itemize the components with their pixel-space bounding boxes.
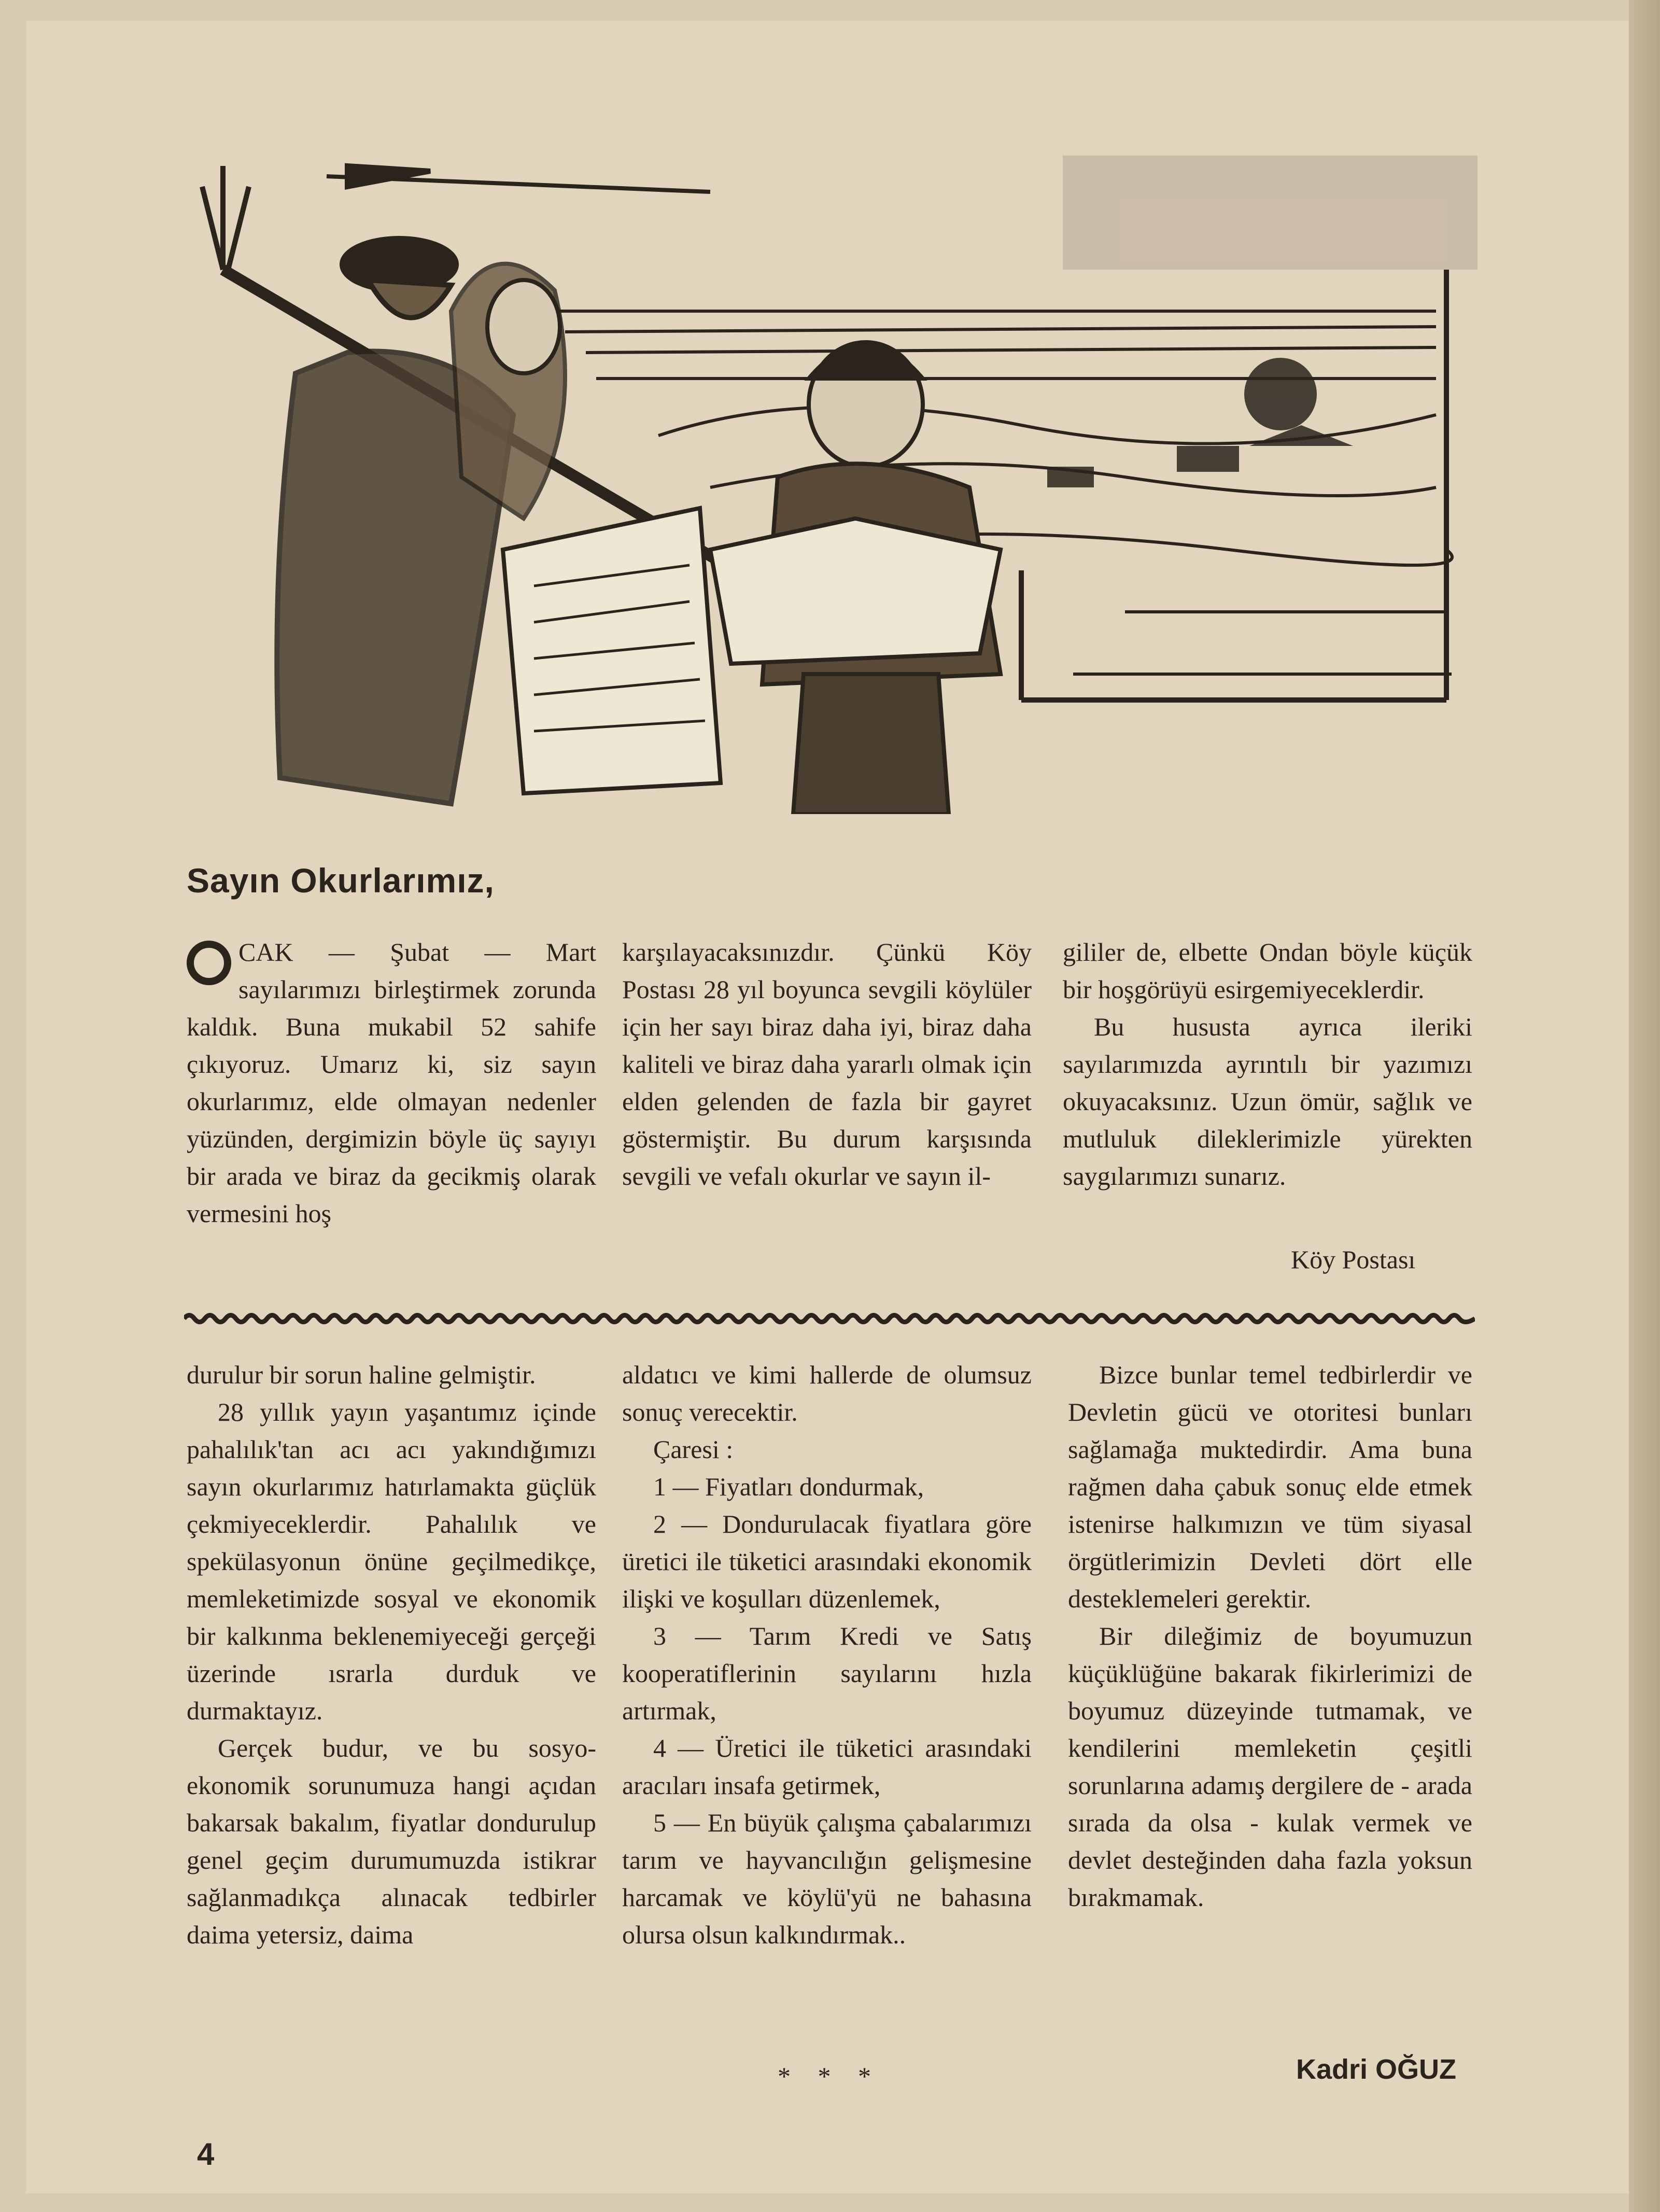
bottom-column-1 xyxy=(187,1356,596,1953)
section-stars: * * * xyxy=(778,2062,881,2091)
bottom-column-1-paragraph-2: 28 yıllık yayın yaşantımız içinde pahalılık'tan acı acı yakındığımızı sayın okurlarımız hatırlamakta güçlük çekmiyeceklerdir. Pahalılık ve spekülasyonun önüne geçilmedikçe, memleketimizde sosyal ve ekonomik bir kalkınma beklenemiyeceği gerçeği üzerinde ısrarla durduk ve durmaktayız. xyxy=(187,1397,596,1725)
remedy-item-4: 4 — Üretici ile tüketici arasındaki aracıları insafa getirmek, xyxy=(622,1733,1032,1800)
top-column-1-paragraph: CAK — Şubat — Mart sayılarımızı birleştirmek zorunda kaldık. Buna mukabil 52 sahife çıkıyoruz. Umarız ki, siz sayın okurlarımız, elde olmayan nedenler yüzünden, dergimizin böyle üç sayıyı bir arada ve biraz da gecikmiş olarak vermesini hoş xyxy=(187,937,596,1228)
top-column-2-paragraph: karşılayacaksınızdır. Çünkü Köy Postası 28 yıl boyunca sevgili köylüler için her sayı biraz daha iyi, biraz daha kaliteli ve biraz daha yararlı olmak için elden gelenden de fazla bir gayret göstermiştir. Bu durum karşısında sevgili ve vefalı okurlar ve sayın il- xyxy=(622,937,1032,1191)
page-edge-shadow xyxy=(1629,0,1660,2212)
bottom-column-3-paragraph-1: Bizce bunlar temel tedbirlerdir ve Devletin gücü ve otoritesi bunları sağlamağa muktedirdir. Ama buna rağmen daha çabuk sonuç elde etmek istenirse halkımızın ve tüm siyasal örgütlerimizin Devleti dört elle desteklemeleri gerektir. xyxy=(1068,1360,1472,1613)
bottom-column-2-paragraph-1: aldatıcı ve kimi hallerde de olumsuz sonuç verecektir. xyxy=(622,1360,1032,1426)
page-heading: Sayın Okurlarımız, xyxy=(187,861,495,900)
top-column-3-paragraph-1: gililer de, elbette Ondan böyle küçük bir hoşgörüyü esirgemiyeceklerdir. xyxy=(1063,937,1472,1004)
dropcap-o-icon xyxy=(187,941,231,985)
bottom-column-3-paragraph-2: Bir dileğimiz de boyumuzun küçüklüğüne bakarak fikirlerimizi de boyumuz düzeyinde tutmamak, ve kendilerini memleketin çeşitli sorunlarına adamış dergilere de - arada sırada da olsa - kulak vermek ve devlet desteğinden daha fazla yoksun bırakmamak. xyxy=(1068,1621,1472,1912)
top-column-1 xyxy=(187,933,596,1232)
bottom-column-1-paragraph-1: durulur bir sorun haline gelmiştir. xyxy=(187,1360,536,1389)
top-column-3 xyxy=(1063,933,1472,1195)
koy-postasi-signature: Köy Postası xyxy=(1291,1245,1416,1274)
bottom-column-1-paragraph-3: Gerçek budur, ve bu sosyo-ekonomik sorunumuza hangi açıdan bakarsak bakalım, fiyatlar dondurulup genel geçim durumumuzda istikrar sağlanmadıkça alınacak tedbirler daima yetersiz, daima xyxy=(187,1733,596,1949)
remedy-item-1: 1 — Fiyatları dondurmak, xyxy=(653,1472,924,1501)
page-number: 4 xyxy=(197,2137,215,2172)
remedy-item-5: 5 — En büyük çalışma çabalarımızı tarım ve hayvancılığın gelişmesine harcamak ve köylü'yü ne bahasına olursa olsun kalkındırmak.. xyxy=(622,1808,1032,1949)
remedy-item-2: 2 — Dondurulacak fiyatlara göre üretici ile tüketici arasındaki ekonomik ilişki ve koşulları düzenlemek, xyxy=(622,1509,1032,1613)
remedy-heading: Çaresi : xyxy=(653,1435,734,1464)
author-name: Kadri OĞUZ xyxy=(1296,2054,1457,2085)
bottom-column-2 xyxy=(622,1356,1032,1953)
top-column-3-paragraph-2: Bu hususta ayrıca ileriki sayılarımızda ayrıntılı bir yazımızı okuyacaksınız. Uzun ömür, sağlık ve mutluluk dileklerimizle yürekten saygılarımızı sunarız. xyxy=(1063,1012,1472,1191)
top-column-2 xyxy=(622,933,1032,1195)
remedy-item-3: 3 — Tarım Kredi ve Satış kooperatiflerinin sayılarını hızla artırmak, xyxy=(622,1621,1032,1725)
wavy-divider xyxy=(184,1312,1475,1325)
farm-family-illustration xyxy=(192,156,1478,814)
bottom-column-3 xyxy=(1068,1356,1472,1916)
